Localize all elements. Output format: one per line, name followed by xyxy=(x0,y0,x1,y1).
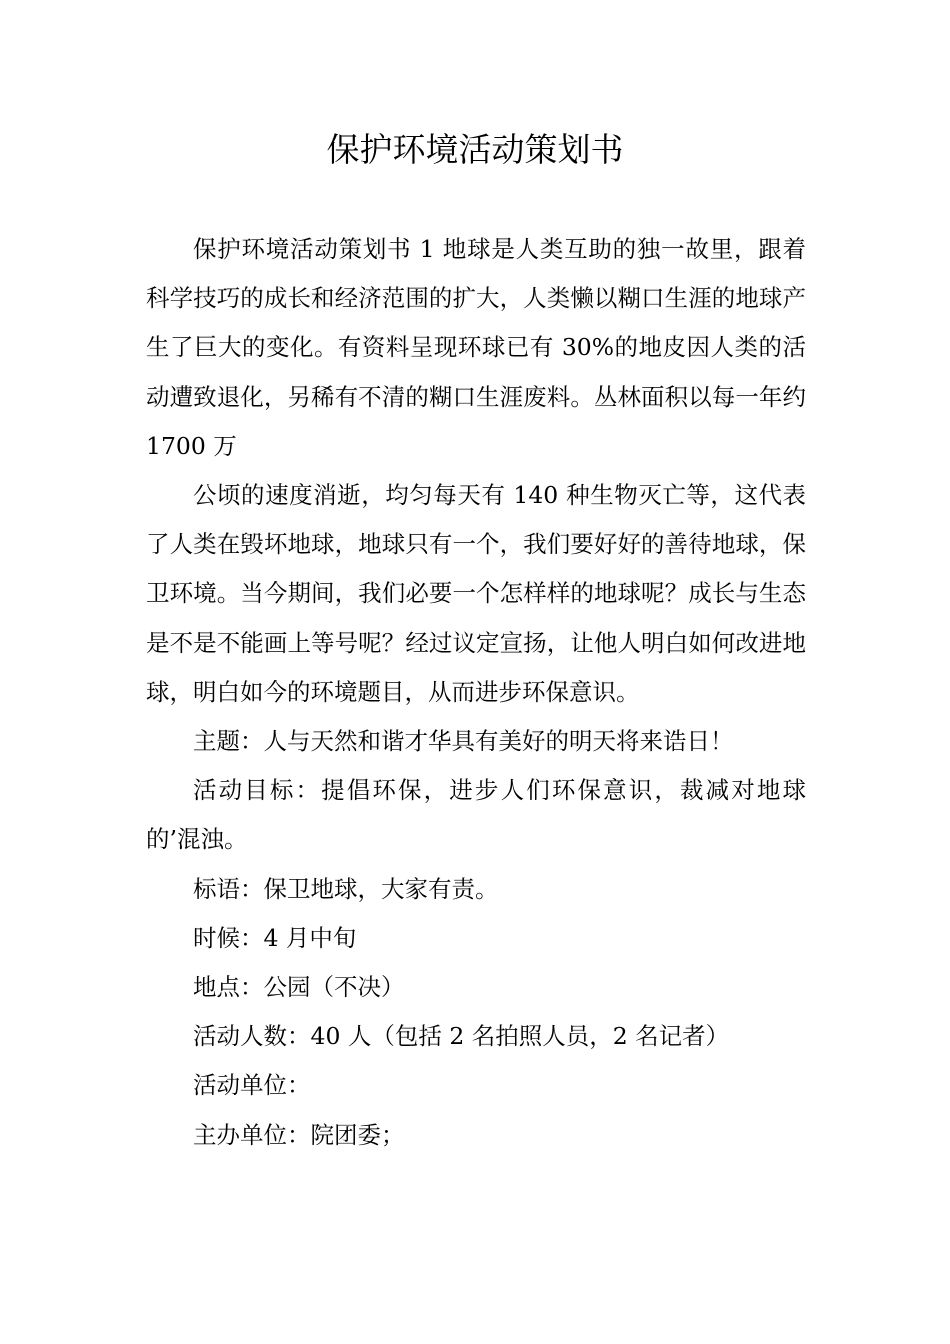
paragraph-participants: 活动人数：40 人（包括 2 名拍照人员，2 名记者） xyxy=(193,1022,730,1051)
paragraph-organizer: 主办单位：院团委； xyxy=(193,1120,405,1149)
paragraph-intro: 保护环境活动策划书 1 地球是人类互助的独一故里，跟着科学技巧的成长和经济范围的扩大，人类懒以糊口生涯的地球产生了巨大的变化。有资料呈现环球已有 30%的地皮因人类的活动遭致退化，另稀有不清的糊口生涯废料。丛林面积以每一年约 1700 万 xyxy=(146,235,806,460)
paragraph-goal: 活动目标：提倡环保，进步人们环保意识，裁减对地球的’混浊。 xyxy=(146,776,806,854)
paragraph-units: 活动单位： xyxy=(193,1071,311,1100)
paragraph-time: 时候：4 月中旬 xyxy=(193,923,357,952)
paragraph-context: 公顷的速度消逝，均匀每天有 140 种生物灭亡等，这代表了人类在毁坏地球，地球只有一个，我们要好好的善待地球，保卫环境。当今期间，我们必要一个怎样样的地球呢？成长与生态是不是不能画上等号呢？经过议定宣扬，让他人明白如何改进地球，明白如今的环境题目，从而进步环保意识。 xyxy=(146,481,806,706)
paragraph-theme: 主题：人与天然和谐才华具有美好的明天将来诰日！ xyxy=(193,727,734,756)
paragraph-location: 地点：公园（不决） xyxy=(193,973,405,1002)
document-body xyxy=(146,225,806,1160)
document-title: 保护环境活动策划书 xyxy=(326,130,624,169)
paragraph-slogan: 标语：保卫地球，大家有责。 xyxy=(193,874,499,903)
